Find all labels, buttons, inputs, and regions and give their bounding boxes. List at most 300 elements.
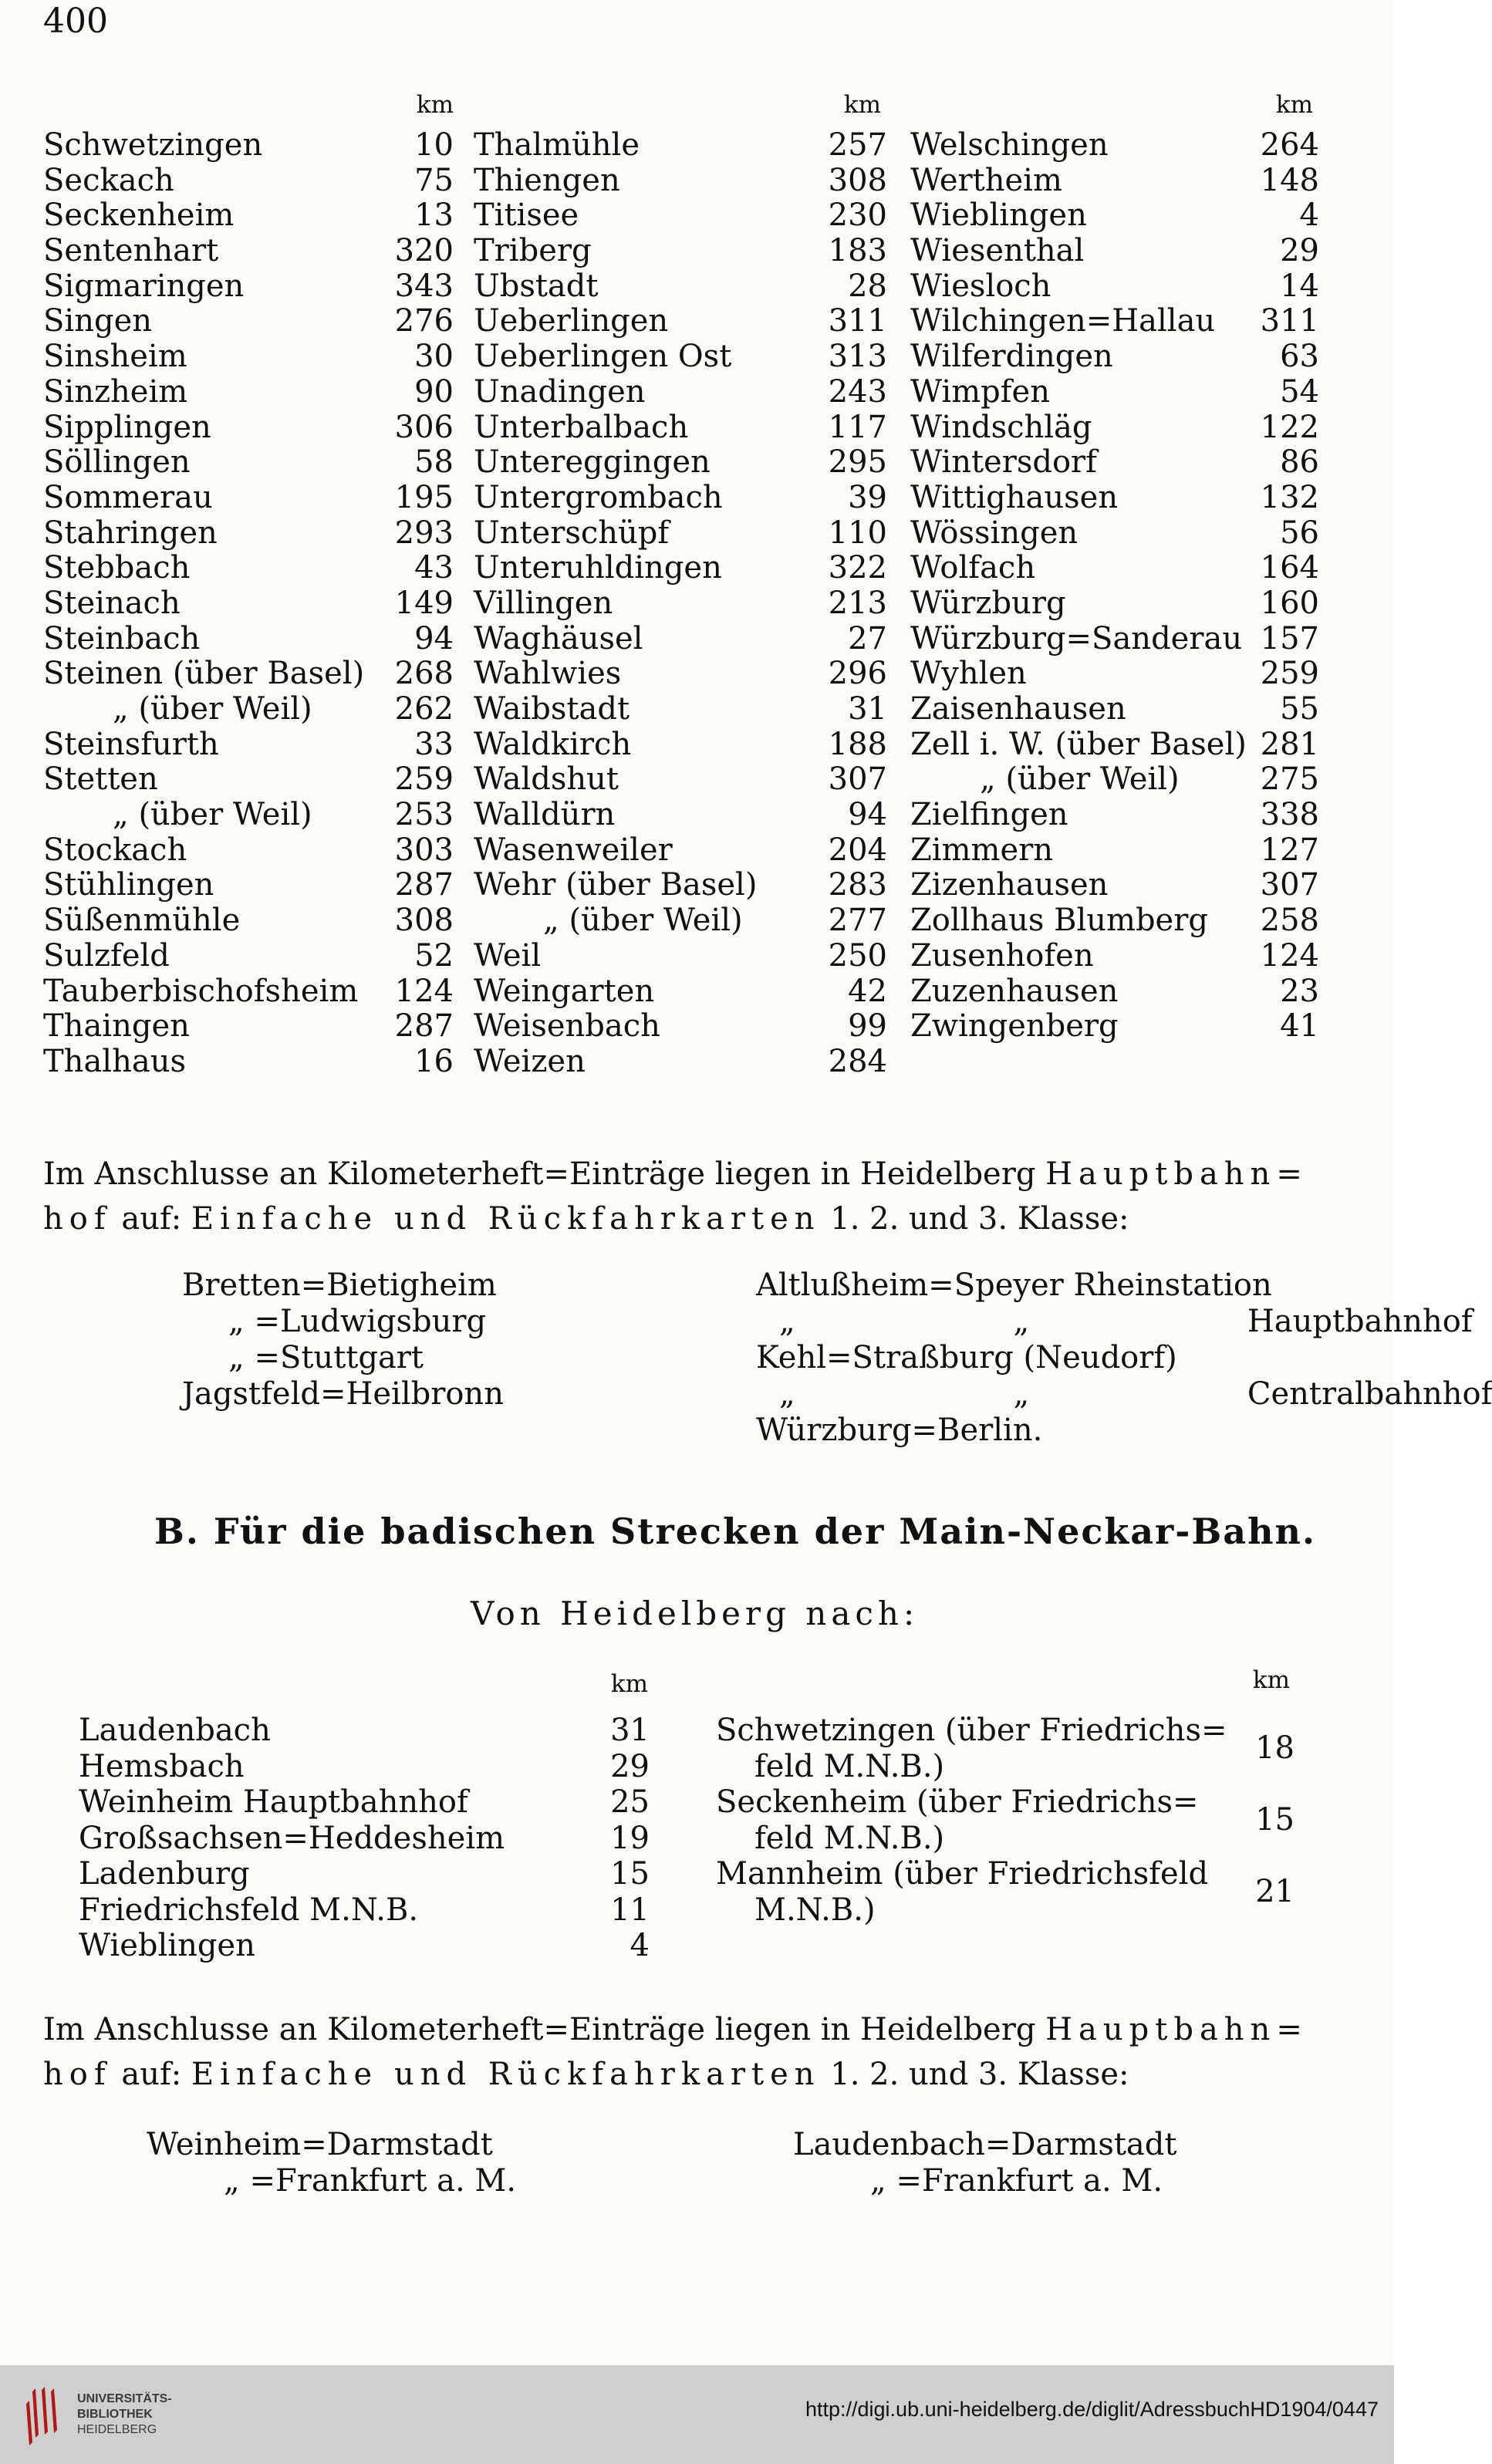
paragraph-text: auf: — [121, 1201, 182, 1237]
station-km: 259 — [1260, 656, 1319, 692]
station-km: 338 — [1260, 797, 1319, 833]
station-name: Steinen (über Basel) — [43, 656, 365, 692]
source-url-link[interactable]: http://digi.ub.uni-heidelberg.de/diglit/AdressbuchHD1904/0447 — [805, 2398, 1379, 2421]
station-name: Sentenhart — [43, 233, 219, 269]
station-km: 110 — [828, 515, 887, 551]
connection-item: „ „ Centralbahnhof — [779, 1376, 1492, 1412]
station-row — [910, 762, 1327, 798]
station-row — [43, 304, 460, 339]
station-km: 195 — [394, 479, 454, 515]
paragraph-text: 1. 2. und 3. Klasse: — [830, 2057, 1129, 2092]
station-km: 99 — [848, 1008, 887, 1045]
station-row — [910, 481, 1327, 516]
station-km: 284 — [828, 1043, 887, 1079]
station-km: 259 — [394, 761, 454, 798]
station-row — [43, 234, 460, 269]
station-name: Zusenhofen — [910, 937, 1094, 974]
station-name: Weisenbach — [474, 1008, 660, 1045]
station-row — [474, 164, 890, 199]
station-name: Villingen — [474, 585, 613, 621]
station-row — [43, 481, 460, 516]
route-station-cont: feld M.N.B.) — [754, 1748, 945, 1784]
station-km: 41 — [1280, 1008, 1319, 1045]
station-km: 90 — [414, 373, 454, 410]
connection-paragraph-a — [43, 1152, 1324, 1241]
connection-item: „ =Frankfurt a. M. — [870, 2163, 1163, 2199]
station-row — [910, 657, 1327, 692]
station-row — [910, 445, 1327, 481]
station-km: 54 — [1280, 373, 1319, 410]
station-row — [43, 551, 460, 586]
station-km: 306 — [394, 409, 454, 445]
station-row — [910, 974, 1327, 1010]
station-row — [474, 1045, 890, 1080]
station-name: Ubstadt — [474, 268, 599, 304]
station-row — [43, 269, 460, 305]
station-km: 264 — [1260, 127, 1319, 163]
route-station: Ladenburg — [79, 1856, 250, 1892]
station-row — [474, 445, 890, 481]
station-km: 55 — [1280, 691, 1319, 727]
station-name: Wahlwies — [474, 656, 622, 692]
station-name: Süßenmühle — [43, 903, 241, 939]
station-km: 322 — [828, 550, 887, 586]
station-name: Wyhlen — [910, 656, 1027, 692]
route-station-cont: feld M.N.B.) — [754, 1820, 945, 1856]
station-row — [474, 234, 890, 269]
route-station: Laudenbach — [79, 1713, 271, 1748]
station-row — [474, 269, 890, 305]
station-row — [43, 198, 460, 234]
station-row — [910, 128, 1327, 164]
station-row — [474, 974, 890, 1010]
station-km: 287 — [394, 1008, 454, 1045]
station-row — [43, 692, 460, 727]
station-name: Unadingen — [474, 373, 646, 410]
station-name: Weingarten — [474, 973, 655, 1009]
station-name: Waibstadt — [474, 691, 630, 727]
station-row — [910, 833, 1327, 869]
km-header-b-right: km — [1252, 1666, 1290, 1694]
station-name: Tauberbischofsheim — [43, 973, 359, 1009]
station-km: 124 — [1260, 937, 1319, 974]
station-name: Stühlingen — [43, 867, 214, 903]
station-name: Zuzenhausen — [910, 973, 1119, 1009]
route-station: Großsachsen=Heddesheim — [79, 1820, 505, 1856]
route-km: 21 — [1255, 1874, 1295, 1909]
station-km: 30 — [414, 339, 454, 375]
station-name: Wertheim — [910, 162, 1062, 198]
station-km: 320 — [394, 233, 454, 269]
connection-item: „ =Frankfurt a. M. — [224, 2163, 517, 2199]
station-km: 117 — [828, 409, 887, 445]
station-row — [910, 304, 1327, 339]
route-km: 11 — [610, 1892, 650, 1928]
station-row — [43, 375, 460, 410]
station-km: 13 — [414, 197, 454, 234]
station-km: 122 — [1260, 409, 1319, 445]
station-column-2 — [474, 128, 890, 1080]
station-row — [910, 622, 1327, 657]
station-row — [910, 410, 1327, 446]
station-km: 293 — [394, 515, 454, 551]
station-row — [43, 833, 460, 869]
station-km: 148 — [1260, 162, 1319, 198]
station-row — [43, 586, 460, 622]
station-km: 75 — [414, 162, 454, 198]
connection-item: Würzburg=Berlin. — [756, 1413, 1043, 1448]
station-km: 230 — [828, 197, 887, 234]
station-name: Zollhaus Blumberg — [910, 903, 1208, 939]
station-row — [474, 375, 890, 410]
station-km: 262 — [394, 691, 454, 727]
station-km: 283 — [828, 867, 887, 903]
station-row — [474, 798, 890, 833]
station-name: Sulzfeld — [43, 937, 170, 974]
station-row — [910, 375, 1327, 410]
station-km: 313 — [828, 339, 887, 375]
station-km: 311 — [828, 303, 887, 339]
footer-bar — [0, 2365, 1394, 2464]
station-row — [43, 622, 460, 657]
from-heidelberg-heading: Von Heidelberg nach: — [471, 1595, 920, 1632]
station-row — [43, 410, 460, 446]
station-name: Thalmühle — [474, 127, 640, 163]
paragraph-spaced-text: Hauptbahn= — [1045, 1156, 1308, 1192]
route-row — [79, 1713, 650, 1749]
station-km: 29 — [1280, 233, 1319, 269]
route-station: Seckenheim (über Friedrichs= — [716, 1784, 1199, 1820]
station-km: 257 — [828, 127, 887, 163]
station-km: 275 — [1260, 761, 1319, 798]
station-name: Sinsheim — [43, 339, 187, 375]
station-name: Ueberlingen — [474, 303, 669, 339]
connection-item: „ =Ludwigsburg — [228, 1304, 487, 1339]
station-name: „ (über Weil) — [980, 761, 1180, 798]
page-number: 400 — [43, 2, 108, 41]
station-name: Zell i. W. (über Basel) — [910, 726, 1247, 762]
station-row — [43, 939, 460, 974]
station-name: Schwetzingen — [43, 127, 263, 163]
station-name: Wehr (über Basel) — [474, 867, 758, 903]
station-name: Söllingen — [43, 444, 191, 481]
route-row — [79, 1928, 650, 1964]
station-row — [43, 903, 460, 939]
station-km: 183 — [828, 233, 887, 269]
station-row — [910, 868, 1327, 903]
connection-item: „ „ Hauptbahnhof — [779, 1304, 1473, 1339]
station-km: 132 — [1260, 479, 1319, 515]
station-row — [474, 339, 890, 375]
station-name: Zwingenberg — [910, 1008, 1119, 1045]
route-station: Friedrichsfeld M.N.B. — [79, 1892, 419, 1928]
station-row — [910, 798, 1327, 833]
station-km: 277 — [828, 903, 887, 939]
station-row — [474, 727, 890, 763]
station-name: Sigmaringen — [43, 268, 245, 304]
station-km: 33 — [414, 726, 454, 762]
station-km: 14 — [1280, 268, 1319, 304]
station-name: Wintersdorf — [910, 444, 1097, 481]
station-km: 127 — [1260, 832, 1319, 868]
station-name: Windschläg — [910, 409, 1092, 445]
station-name: Wieblingen — [910, 197, 1087, 234]
route-km: 25 — [610, 1784, 650, 1820]
station-name: Weil — [474, 937, 542, 974]
station-name: Steinach — [43, 585, 181, 621]
station-km: 268 — [394, 656, 454, 692]
route-station-cont: M.N.B.) — [754, 1892, 876, 1928]
station-name: Waldshut — [474, 761, 619, 798]
route-km: 19 — [610, 1820, 650, 1856]
station-row — [474, 481, 890, 516]
station-name: Wilferdingen — [910, 339, 1113, 375]
km-header-col3: km — [1275, 91, 1313, 119]
station-name: Walldürn — [474, 797, 616, 833]
connection-item: Weinheim=Darmstadt — [147, 2127, 493, 2162]
connection-item: „ =Stuttgart — [228, 1340, 424, 1375]
route-station: Schwetzingen (über Friedrichs= — [716, 1713, 1227, 1748]
station-km: 164 — [1260, 550, 1319, 586]
library-name-line: HEIDELBERG — [77, 2423, 157, 2436]
station-row — [910, 269, 1327, 305]
connection-list-b-right — [793, 2127, 1176, 2199]
station-row — [910, 727, 1327, 763]
station-km: 281 — [1260, 726, 1319, 762]
station-name: Zaisenhausen — [910, 691, 1126, 727]
station-km: 31 — [848, 691, 887, 727]
station-row — [474, 762, 890, 798]
station-name: Unterbalbach — [474, 409, 689, 445]
station-row — [910, 164, 1327, 199]
station-name: Triberg — [474, 233, 592, 269]
library-name-line: UNIVERSITÄTS- — [77, 2392, 172, 2405]
route-station: Hemsbach — [79, 1748, 245, 1784]
route-station: Weinheim Hauptbahnhof — [79, 1784, 468, 1820]
station-km: 27 — [848, 620, 887, 657]
route-km: 31 — [610, 1713, 650, 1748]
station-row — [910, 339, 1327, 375]
station-row — [474, 516, 890, 552]
station-name: Wiesenthal — [910, 233, 1085, 269]
station-name: Ueberlingen Ost — [474, 339, 732, 375]
station-row — [474, 586, 890, 622]
station-row — [43, 128, 460, 164]
library-name-line: BIBLIOTHEK — [77, 2408, 153, 2421]
station-row — [474, 551, 890, 586]
route-station: Mannheim (über Friedrichsfeld — [716, 1856, 1209, 1892]
station-km: 94 — [414, 620, 454, 657]
route-b-left-list — [79, 1713, 650, 1964]
station-km: 295 — [828, 444, 887, 481]
route-row — [79, 1749, 650, 1785]
station-name: Sommerau — [43, 479, 213, 515]
connection-list-b-left — [147, 2127, 516, 2199]
station-km: 52 — [414, 937, 454, 974]
station-row — [474, 622, 890, 657]
station-row — [910, 198, 1327, 234]
station-name: Wiesloch — [910, 268, 1051, 304]
station-name: Thiengen — [474, 162, 620, 198]
station-name: Stebbach — [43, 550, 191, 586]
station-km: 308 — [828, 162, 887, 198]
station-name: Sinzheim — [43, 373, 188, 410]
paragraph-spaced-text: hof — [43, 2057, 112, 2092]
station-name: Wilchingen=Hallau — [910, 303, 1216, 339]
route-row — [79, 1892, 650, 1929]
station-name: Unteruhldingen — [474, 550, 722, 586]
connection-list-a-left — [182, 1267, 504, 1413]
station-row — [474, 304, 890, 339]
station-row — [474, 692, 890, 727]
station-name: Stahringen — [43, 515, 218, 551]
section-b-heading: B. Für die badischen Strecken der Main-Neckar-Bahn. — [154, 1510, 1316, 1552]
connection-item: Jagstfeld=Heilbronn — [182, 1376, 504, 1412]
station-name: Würzburg — [910, 585, 1066, 621]
route-km: 15 — [610, 1856, 650, 1892]
station-km: 39 — [848, 479, 887, 515]
station-name: Wasenweiler — [474, 832, 673, 868]
station-row — [910, 903, 1327, 939]
station-row — [43, 339, 460, 375]
station-row — [43, 1009, 460, 1045]
station-row — [474, 410, 890, 446]
station-name: Zimmern — [910, 832, 1053, 868]
station-km: 250 — [828, 937, 887, 974]
route-km: 15 — [1255, 1802, 1295, 1838]
route-b-right-list — [716, 1713, 1295, 1928]
station-km: 308 — [394, 903, 454, 939]
station-row — [910, 234, 1327, 269]
station-row — [43, 868, 460, 903]
station-row — [910, 692, 1327, 727]
station-name: Seckach — [43, 162, 174, 198]
route-km: 4 — [630, 1928, 650, 1963]
station-km: 307 — [1260, 867, 1319, 903]
station-name: Titisee — [474, 197, 579, 234]
km-header-col2: km — [843, 91, 881, 119]
station-row — [474, 128, 890, 164]
station-km: 86 — [1280, 444, 1319, 481]
paragraph-text: auf: — [121, 2057, 182, 2092]
paragraph-spaced-text: Einfache und Rückfahrkarten — [191, 2057, 821, 2092]
station-column-1 — [43, 128, 460, 1080]
station-km: 4 — [1299, 197, 1319, 234]
station-name: Zizenhausen — [910, 867, 1109, 903]
station-km: 58 — [414, 444, 454, 481]
station-row — [910, 551, 1327, 586]
station-row — [910, 939, 1327, 974]
station-km: 160 — [1260, 585, 1319, 621]
km-header-b-left: km — [610, 1670, 648, 1698]
station-km: 303 — [394, 832, 454, 868]
connection-item: Kehl=Straßburg (Neudorf) — [756, 1340, 1177, 1375]
paragraph-spaced-text: Einfache und Rückfahrkarten — [191, 1201, 821, 1237]
route-row — [79, 1821, 650, 1857]
station-row — [474, 939, 890, 974]
station-row — [910, 1009, 1327, 1045]
station-name: Thaingen — [43, 1008, 190, 1045]
station-name: Zielfingen — [910, 797, 1068, 833]
station-km: 42 — [848, 973, 887, 1009]
station-km: 10 — [414, 127, 454, 163]
route-km: 18 — [1255, 1730, 1295, 1766]
station-km: 253 — [394, 797, 454, 833]
station-name: Singen — [43, 303, 152, 339]
station-name: Steinbach — [43, 620, 201, 657]
paragraph-text: Im Anschlusse an Kilometerheft=Einträge liegen in Heidelberg — [43, 2012, 1036, 2047]
station-name: Stetten — [43, 761, 158, 798]
paragraph-spaced-text: Hauptbahn= — [1045, 2012, 1308, 2047]
connection-item: Bretten=Bietigheim — [182, 1267, 497, 1303]
station-name: Weizen — [474, 1043, 586, 1079]
station-row — [474, 1009, 890, 1045]
station-km: 343 — [394, 268, 454, 304]
station-name: Untergrombach — [474, 479, 723, 515]
station-row — [474, 833, 890, 869]
station-name: „ (über Weil) — [113, 797, 312, 833]
station-name: Seckenheim — [43, 197, 235, 234]
station-km: 43 — [414, 550, 454, 586]
station-km: 28 — [848, 268, 887, 304]
station-km: 258 — [1260, 903, 1319, 939]
station-column-3 — [910, 128, 1327, 1045]
station-km: 23 — [1280, 973, 1319, 1009]
station-row — [43, 445, 460, 481]
station-row — [43, 1045, 460, 1080]
station-row — [474, 198, 890, 234]
connection-paragraph-b — [43, 2007, 1324, 2097]
station-km: 149 — [394, 585, 454, 621]
station-name: Thalhaus — [43, 1043, 186, 1079]
station-name: Wössingen — [910, 515, 1078, 551]
route-row — [716, 1784, 1295, 1856]
station-km: 56 — [1280, 515, 1319, 551]
station-row — [43, 657, 460, 692]
station-name: „ (über Weil) — [113, 691, 312, 727]
station-name: Stockach — [43, 832, 187, 868]
station-name: Welschingen — [910, 127, 1109, 163]
route-station: Wieblingen — [79, 1928, 255, 1963]
university-library-logo-icon — [15, 2381, 85, 2450]
station-row — [43, 974, 460, 1010]
station-km: 213 — [828, 585, 887, 621]
station-km: 188 — [828, 726, 887, 762]
station-km: 124 — [394, 973, 454, 1009]
station-name: Unterschüpf — [474, 515, 670, 551]
station-row — [43, 727, 460, 763]
station-row — [910, 586, 1327, 622]
station-row — [474, 657, 890, 692]
route-row — [79, 1856, 650, 1892]
station-km: 296 — [828, 656, 887, 692]
paragraph-text: 1. 2. und 3. Klasse: — [830, 1201, 1129, 1237]
station-row — [474, 868, 890, 903]
station-km: 276 — [394, 303, 454, 339]
route-row — [79, 1784, 650, 1821]
station-km: 204 — [828, 832, 887, 868]
station-row — [43, 164, 460, 199]
station-name: Wolfach — [910, 550, 1036, 586]
paragraph-spaced-text: hof — [43, 1201, 112, 1237]
station-name: Waldkirch — [474, 726, 632, 762]
station-name: Wittighausen — [910, 479, 1119, 515]
station-km: 157 — [1260, 620, 1319, 657]
station-name: Sipplingen — [43, 409, 211, 445]
station-name: Untereggingen — [474, 444, 711, 481]
route-row — [716, 1713, 1295, 1784]
paragraph-text: Im Anschlusse an Kilometerheft=Einträge liegen in Heidelberg — [43, 1156, 1036, 1192]
